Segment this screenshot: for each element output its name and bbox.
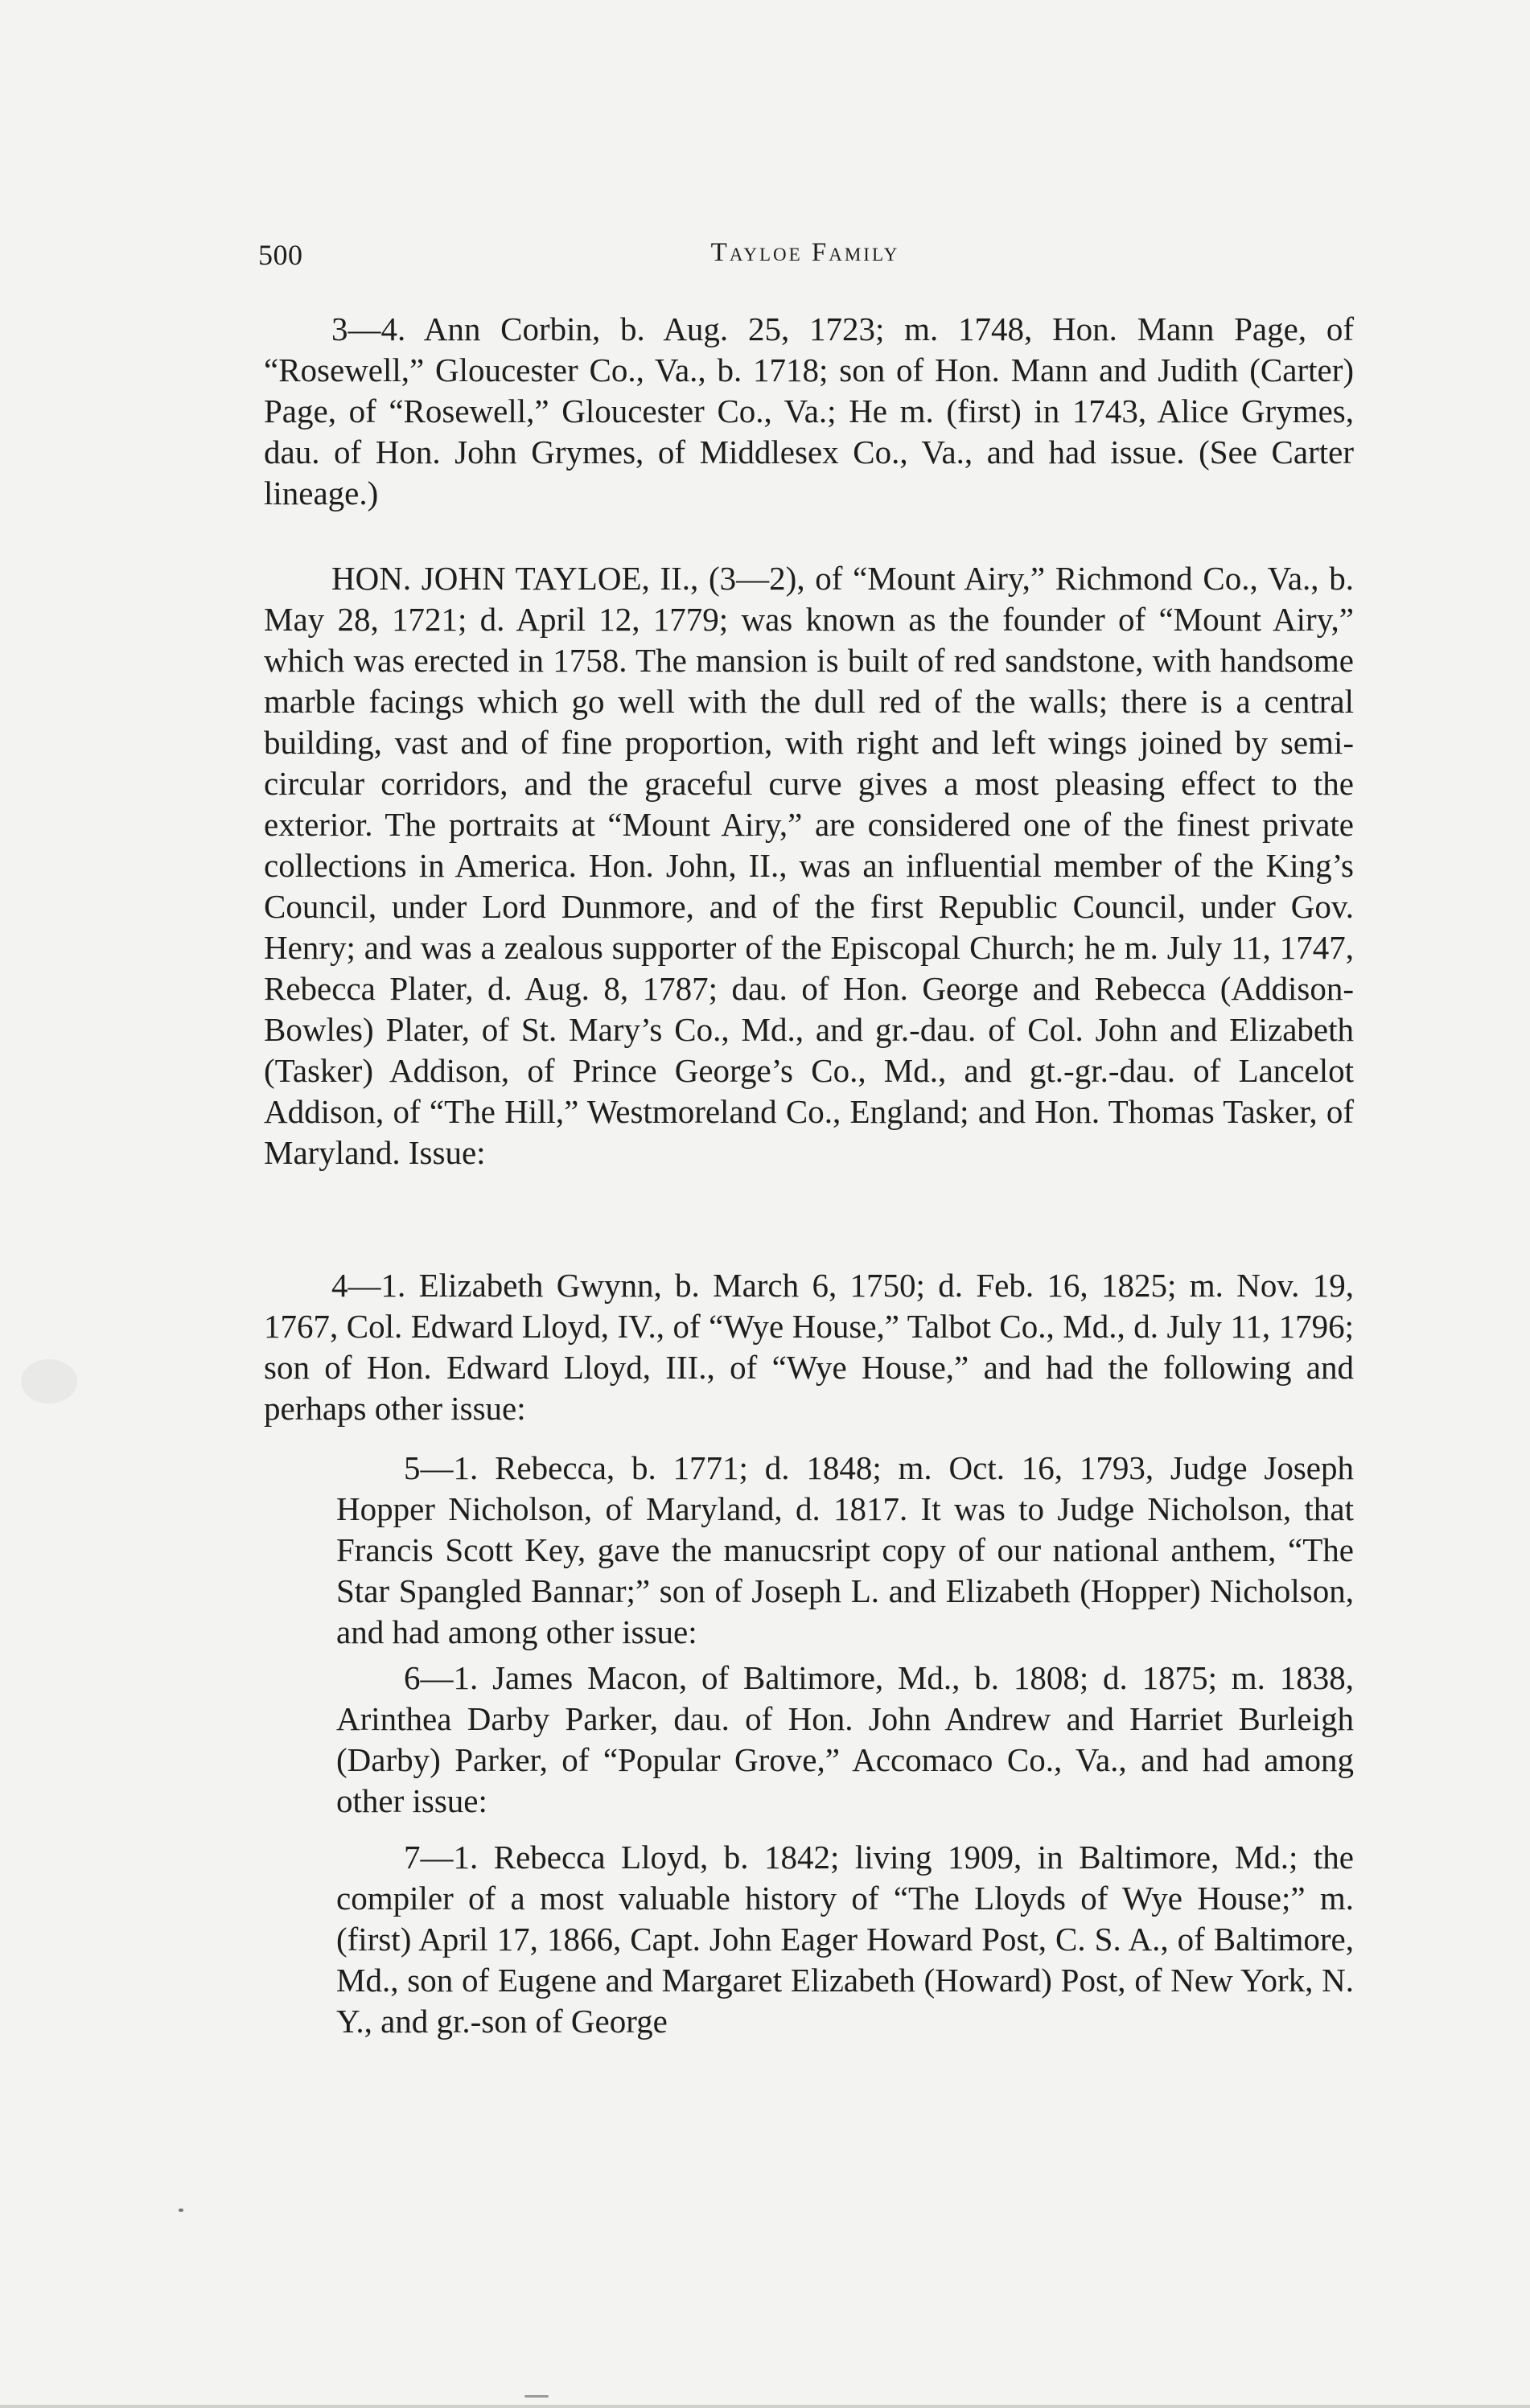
paragraph-rebecca-lloyd: 7—1. Rebecca Lloyd, b. 1842; living 1909, in Baltimore, Md.; the compiler of a most valuable history of “The Lloyds of Wye House;” m. (first) April 17, 1866, Capt. John Eager Howard Post, C. S. A., of Baltimore, Md., son of Eugene and Margaret Elizabeth (Howard) Post, of New York, N. Y., and gr.-son of George <box>336 1839 1354 2040</box>
paragraph-elizabeth-gwynn: 4—1. Elizabeth Gwynn, b. March 6, 1750; d. Feb. 16, 1825; m. Nov. 19, 1767, Col. Edward Lloyd, IV., of “Wye House,” Talbot Co., Md., d. July 11, 1796; son of Hon. Edward Lloyd, III., of “Wye House,” and had the following and perhaps other issue: <box>264 1267 1354 1427</box>
running-head: Tayloe Family <box>710 238 900 267</box>
paragraph-john-tayloe-ii: HON. JOHN TAYLOE, II., (3—2), of “Mount Airy,” Richmond Co., Va., b. May 28, 1721; d. April 12, 1779; was known as the founder of “Mount Airy,” which was erected in 1758. The mansion is built of red sandstone, with handsome marble facings which go well with the dull red of the walls; there is a central building, vast and of fine proportion, with right and left wings joined by semi-circular corridors, and the graceful curve gives a most pleasing effect to the exterior. The portraits at “Mount Airy,” are considered one of the finest private collections in America. Hon. John, II., was an influential member of the King’s Council, under Lord Dunmore, and of the first Republic Council, under Gov. Henry; and was a zealous supporter of the Episcopal Church; he m. July 11, 1747, Rebecca Plater, d. Aug. 8, 1787; dau. of Hon. George and Rebecca (Addison-Bowles) Plater, of St. Mary’s Co., Md., and gr.-dau. of Col. John and Elizabeth (Tasker) Addison, of Prince George’s Co., Md., and gt.-gr.-dau. of Lancelot Addison, of “The Hill,” Westmoreland Co., England; and Hon. Thomas Tasker, of Maryland. Issue: <box>264 560 1354 1171</box>
page-bottom-edge <box>0 2405 1530 2408</box>
paragraph-rebecca: 5—1. Rebecca, b. 1771; d. 1848; m. Oct. 16, 1793, Judge Joseph Hopper Nicholson, of Maryland, d. 1817. It was to Judge Nicholson, that Francis Scott Key, gave the manucsript copy of our national anthem, “The Star Spangled Bannar;” son of Joseph L. and Elizabeth (Hopper) Nicholson, and had among other issue: <box>336 1449 1354 1650</box>
page-number: 500 <box>258 239 303 271</box>
page-smudge <box>21 1359 77 1403</box>
ink-speck <box>524 2395 549 2398</box>
ink-speck <box>179 2209 183 2212</box>
page-header <box>258 238 1352 286</box>
paragraph-james-macon: 6—1. James Macon, of Baltimore, Md., b. 1808; d. 1875; m. 1838, Arinthea Darby Parker, dau. of Hon. John Andrew and Harriet Burleigh (Darby) Parker, of “Popular Grove,” Accomaco Co., Va., and had among other issue: <box>336 1659 1354 1819</box>
paragraph-ann-corbin: 3—4. Ann Corbin, b. Aug. 25, 1723; m. 1748, Hon. Mann Page, of “Rosewell,” Gloucester Co., Va., b. 1718; son of Hon. Mann and Judith (Carter) Page, of “Rosewell,” Gloucester Co., Va.; He m. (first) in 1743, Alice Grymes, dau. of Hon. John Grymes, of Middlesex Co., Va., and had issue. (See Carter lineage.) <box>264 310 1354 512</box>
